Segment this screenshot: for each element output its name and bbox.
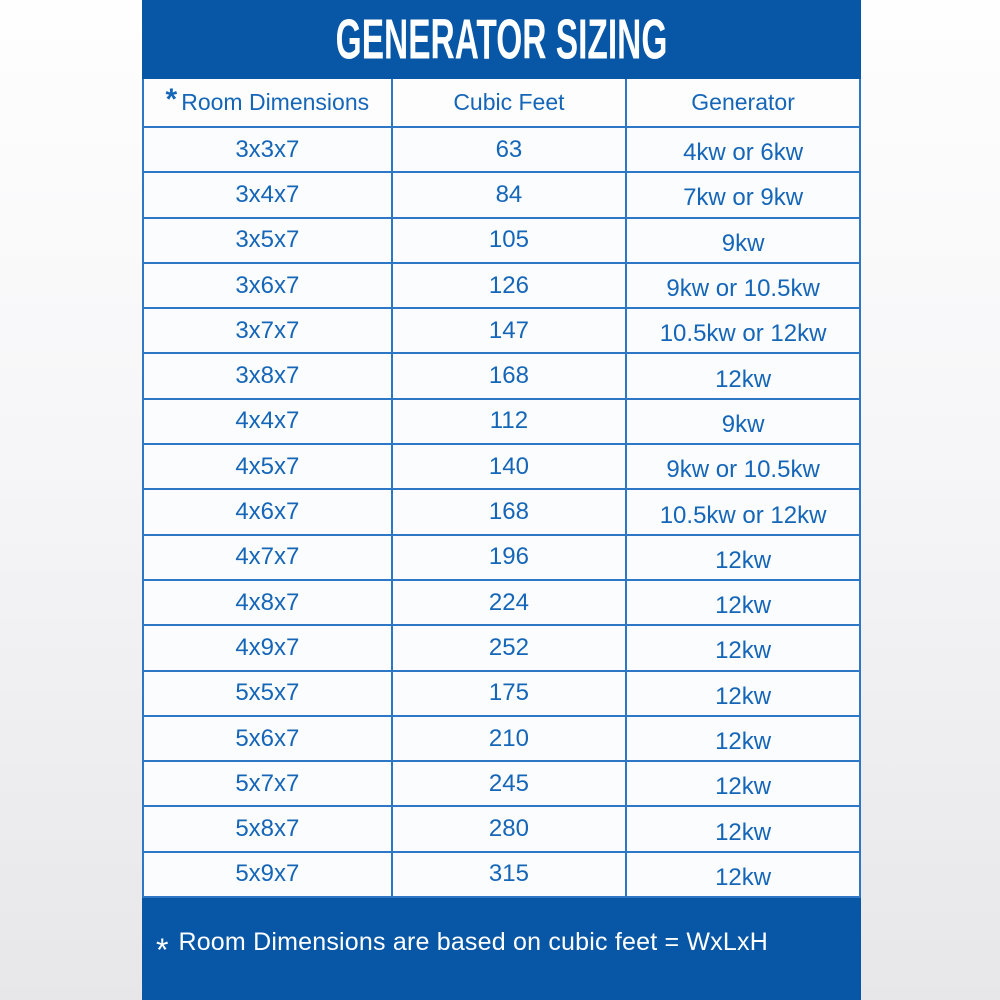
cell-room-dimensions: 4x4x7 xyxy=(144,400,391,443)
table-row xyxy=(144,805,859,850)
cell-room-dimensions: 3x7x7 xyxy=(144,309,391,352)
table-row xyxy=(144,307,859,352)
cell-generator: 10.5kw or 12kw xyxy=(625,309,859,352)
cell-cubic-feet: 140 xyxy=(391,445,626,488)
table-row xyxy=(144,579,859,624)
table-row xyxy=(144,171,859,216)
title-banner xyxy=(142,0,861,79)
cell-room-dimensions: 3x4x7 xyxy=(144,173,391,216)
cell-generator: 12kw xyxy=(625,672,859,715)
cell-room-dimensions: 4x9x7 xyxy=(144,626,391,669)
cell-generator: 12kw xyxy=(625,581,859,624)
cell-room-dimensions: 3x6x7 xyxy=(144,264,391,307)
cell-cubic-feet: 126 xyxy=(391,264,626,307)
cell-cubic-feet: 315 xyxy=(391,853,626,896)
table-row xyxy=(144,851,859,896)
header-generator: Generator xyxy=(625,79,859,126)
cell-generator: 7kw or 9kw xyxy=(625,173,859,216)
cell-cubic-feet: 252 xyxy=(391,626,626,669)
cell-cubic-feet: 168 xyxy=(391,490,626,533)
table-body xyxy=(144,126,859,896)
cell-generator: 9kw or 10.5kw xyxy=(625,445,859,488)
cell-cubic-feet: 105 xyxy=(391,219,626,262)
cell-generator: 12kw xyxy=(625,762,859,805)
cell-cubic-feet: 112 xyxy=(391,400,626,443)
cell-cubic-feet: 280 xyxy=(391,807,626,850)
cell-generator: 4kw or 6kw xyxy=(625,128,859,171)
header-room-label: Room Dimensions xyxy=(181,89,370,115)
cell-cubic-feet: 147 xyxy=(391,309,626,352)
cell-room-dimensions: 5x7x7 xyxy=(144,762,391,805)
cell-room-dimensions: 3x8x7 xyxy=(144,354,391,397)
cell-room-dimensions: 3x5x7 xyxy=(144,219,391,262)
generator-sizing-panel xyxy=(142,0,861,1000)
table-row xyxy=(144,488,859,533)
cell-room-dimensions: 5x6x7 xyxy=(144,717,391,760)
cell-generator: 10.5kw or 12kw xyxy=(625,490,859,533)
table-row xyxy=(144,670,859,715)
table-row xyxy=(144,126,859,171)
table-row xyxy=(144,262,859,307)
cell-room-dimensions: 5x8x7 xyxy=(144,807,391,850)
cell-generator: 9kw xyxy=(625,400,859,443)
table-row xyxy=(144,398,859,443)
table-header-row xyxy=(144,79,859,126)
cell-room-dimensions: 4x8x7 xyxy=(144,581,391,624)
cell-cubic-feet: 84 xyxy=(391,173,626,216)
cell-generator: 12kw xyxy=(625,536,859,579)
cell-cubic-feet: 210 xyxy=(391,717,626,760)
footnote-text: Room Dimensions are based on cubic feet = WxLxH xyxy=(178,927,768,956)
table-row xyxy=(144,760,859,805)
cell-room-dimensions: 4x6x7 xyxy=(144,490,391,533)
cell-generator: 12kw xyxy=(625,807,859,850)
cell-cubic-feet: 245 xyxy=(391,762,626,805)
cell-room-dimensions: 4x5x7 xyxy=(144,445,391,488)
cell-room-dimensions: 5x5x7 xyxy=(144,672,391,715)
cell-generator: 9kw or 10.5kw xyxy=(625,264,859,307)
cell-cubic-feet: 224 xyxy=(391,581,626,624)
table-row xyxy=(144,217,859,262)
page-title: GENERATOR SIZING xyxy=(335,8,668,71)
table-row xyxy=(144,534,859,579)
table-row xyxy=(144,715,859,760)
cell-generator: 12kw xyxy=(625,717,859,760)
cell-room-dimensions: 5x9x7 xyxy=(144,853,391,896)
cell-room-dimensions: 4x7x7 xyxy=(144,536,391,579)
cell-cubic-feet: 175 xyxy=(391,672,626,715)
sizing-table xyxy=(142,79,861,898)
cell-cubic-feet: 168 xyxy=(391,354,626,397)
footnote-band: * Room Dimensions are based on cubic feet = WxLxH xyxy=(156,927,768,968)
header-room-dimensions: * Room Dimensions xyxy=(144,79,391,126)
cell-generator: 12kw xyxy=(625,853,859,896)
cell-cubic-feet: 63 xyxy=(391,128,626,171)
cell-generator: 9kw xyxy=(625,219,859,262)
cell-generator: 12kw xyxy=(625,354,859,397)
cell-generator: 12kw xyxy=(625,626,859,669)
table-row xyxy=(144,624,859,669)
cell-cubic-feet: 196 xyxy=(391,536,626,579)
header-cubic-feet: Cubic Feet xyxy=(391,79,626,126)
table-row xyxy=(144,443,859,488)
cell-room-dimensions: 3x3x7 xyxy=(144,128,391,171)
table-row xyxy=(144,352,859,397)
